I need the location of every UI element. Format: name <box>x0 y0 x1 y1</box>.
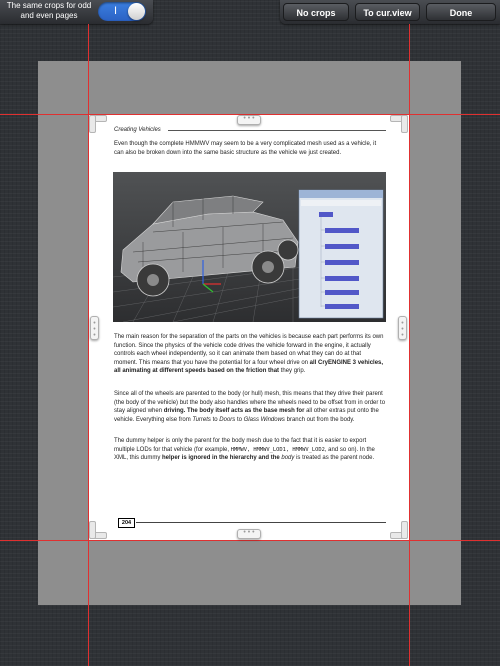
chapter-header: Creating Vehicles <box>114 127 161 133</box>
p3-text-g: to <box>235 416 244 423</box>
p3-turrets: Turrets <box>192 416 211 423</box>
toggle-on-mark: I <box>114 5 118 17</box>
crop-handle-bottom[interactable]: • • • <box>237 529 261 539</box>
p3-glass-windows: Glass Windows <box>243 416 285 423</box>
crop-line-right[interactable] <box>409 24 410 666</box>
no-crops-button[interactable]: No crops <box>283 3 349 21</box>
crop-corner-bottom-right[interactable] <box>390 521 408 539</box>
p3-doors: Doors <box>219 416 236 423</box>
p4-lod-names: HMMWV, HMMWV_LOD1, HMMWV_LOD2 <box>230 446 325 453</box>
same-crops-label: The same crops for odd and even pages <box>6 1 92 20</box>
same-crops-toggle[interactable] <box>98 2 146 21</box>
to-current-view-button[interactable]: To cur.view <box>355 3 420 21</box>
p3-text-a: Since all of the wheels are parented to the body (or hull) mesh, this means that they drive their parent (the body of the vehicle) but the body also handles where the wheels need to be offset from in order to stay aligned when <box>114 391 386 415</box>
p4-body-italic: body <box>279 455 295 462</box>
crop-line-bottom[interactable] <box>0 540 500 541</box>
paragraph-wheels <box>114 390 386 424</box>
footer-rule <box>136 522 386 523</box>
p2-text-c: they grip. <box>279 368 306 375</box>
hmmwv-render-icon <box>113 172 386 322</box>
paragraph-intro: Even though the complete HMMWV may seem to be a very complicated mesh used as a vehicle, it can also be broken down into the same basic structure as the vehicle we just created. <box>114 141 377 156</box>
p2-bold-text: all CryENGINE 3 vehicles, all animating at different speeds based on the friction that <box>114 359 384 375</box>
toggle-knob[interactable] <box>128 3 145 20</box>
crop-corner-top-right[interactable] <box>390 115 408 133</box>
crop-corner-bottom-left[interactable] <box>89 521 107 539</box>
crop-handle-right[interactable]: • • • <box>398 316 407 340</box>
p3-text-c: all other extras put onto the vehicle. Everything else from <box>114 408 379 423</box>
p3-text-i: branch out from the body. <box>284 416 355 423</box>
odd-even-toolbar <box>0 0 153 24</box>
p4-bold-text: helper is ignored in the hierarchy and the <box>162 455 280 462</box>
crop-corner-top-left[interactable] <box>89 115 107 133</box>
p4-text-a: The dummy helper is only the parent for the body mesh due to the fact that it is easier to export multiple LODs for that vehicle (for example, <box>114 438 367 453</box>
hmmwv-figure <box>113 172 386 322</box>
p4-text-e: is treated as the parent node. <box>294 455 375 462</box>
crop-actions-toolbar <box>280 0 500 24</box>
p3-text-e: to <box>210 416 220 423</box>
p3-bold-text: driving. The body itself acts as the base mesh for <box>163 408 305 415</box>
paragraph-dummy-helper <box>114 437 386 463</box>
crop-handle-left[interactable]: • • • <box>90 316 99 340</box>
paragraph-separation <box>114 333 386 376</box>
done-button[interactable]: Done <box>426 3 496 21</box>
p4-text-b: , and so on). In the XML, this dummy <box>114 446 375 462</box>
p2-text-a: The main reason for the separation of the parts on the vehicles is because each part performs its own function. Since the physics of the vehicle code drives the vehicle forward in the engine, it actually controls each wheel independently, so it can animate them based on what they can do at that moment. This means that you have the potential for a four wheel drive on <box>114 334 384 366</box>
page-number: 204 <box>118 518 135 528</box>
header-rule <box>168 130 386 131</box>
crop-handle-top[interactable]: • • • <box>237 115 261 125</box>
